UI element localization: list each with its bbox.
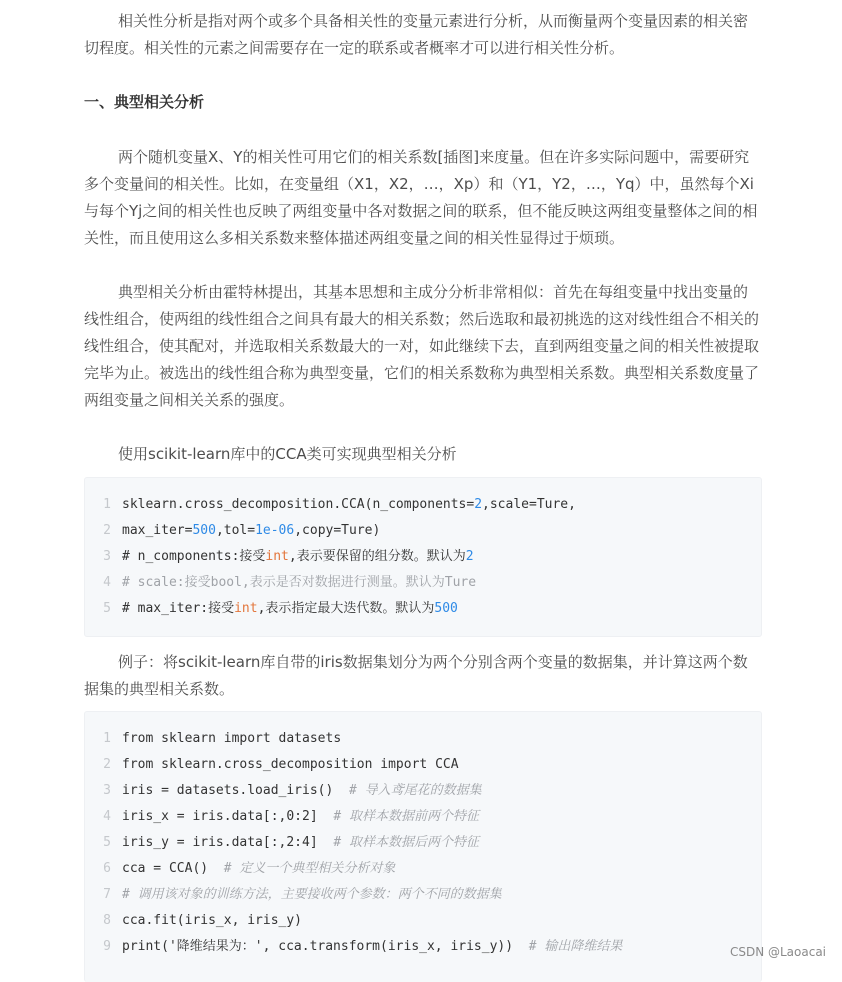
line-number: 2 [103, 523, 111, 538]
csdn-watermark: CSDN @Laoacai [729, 945, 826, 959]
code-token: 2 [474, 497, 483, 512]
line-number: 1 [103, 497, 111, 512]
code-token: ,表示指定最大迭代数。默认为 [257, 601, 435, 616]
code-token: 500 [434, 601, 458, 616]
code-token: ,表示要保留的组分数。默认为 [288, 549, 466, 564]
code-line [85, 518, 761, 544]
code-line [85, 778, 761, 804]
line-number: 4 [103, 575, 111, 590]
code-text [122, 830, 479, 856]
code-token: sklearn.cross_decomposition.CCA(n_components= [122, 497, 475, 512]
line-number: 1 [103, 731, 111, 746]
code-text [122, 856, 395, 882]
code-token: iris = datasets.load_iris() [122, 783, 349, 798]
code-text [122, 570, 476, 596]
code-line [85, 934, 761, 960]
line-number: 5 [103, 601, 111, 616]
code-token: from sklearn import datasets [122, 731, 342, 746]
code-text [122, 726, 341, 752]
cca-description-paragraph: 典型相关分析由霍特林提出，其基本思想和主成分分析非常相似：首先在每组变量中找出变量的线性组合，使两组的线性组合之间具有最大的相关系数；然后选取和最初挑选的这对线性组合不相关的线性组合，使其配对，并选取相关系数最大的一对，如此继续下去，直到两组变量之间的相关性被提取完毕为止。被选出的线性组合称为典型变量，它们的相关系数称为典型相关系数。典型相关系数度量了两组变量之间相关关系的强度。 [84, 283, 760, 409]
line-number: 8 [103, 913, 111, 928]
code-token: # max_iter:接受 [122, 601, 235, 616]
code-token: iris_x = iris.data[:,0:2] [122, 809, 334, 824]
code-text [122, 518, 380, 544]
code-block-iris-example[interactable] [84, 711, 762, 982]
code-text [122, 882, 502, 908]
line-number: 4 [103, 809, 111, 824]
section-heading: 一、典型相关分析 [84, 93, 205, 111]
code-lines [85, 726, 761, 960]
code-token: 1e-06 [255, 523, 295, 538]
code-token: from sklearn.cross_decomposition import CCA [122, 757, 459, 772]
code-line [85, 726, 761, 752]
code-token: # scale:接受bool,表示是否对数据进行测量。默认为Ture [122, 575, 477, 590]
code-token: # 输出降维结果 [528, 939, 623, 954]
line-number: 3 [103, 783, 111, 798]
line-number: 9 [103, 939, 111, 954]
code-token: 2 [465, 549, 474, 564]
code-line [85, 596, 761, 622]
code-token: iris_y = iris.data[:,2:4] [122, 835, 334, 850]
line-number: 2 [103, 757, 111, 772]
code-token: int [265, 549, 289, 564]
code-token: 500 [192, 523, 216, 538]
code-token: print('降维结果为：', cca.transform(iris_x, iris_y)) [122, 939, 529, 954]
code-line [85, 752, 761, 778]
code-text [122, 596, 458, 622]
code-text [122, 934, 622, 960]
line-number: 5 [103, 835, 111, 850]
code-token: # n_components:接受 [122, 549, 266, 564]
code-token: # 定义一个典型相关分析对象 [223, 861, 396, 876]
cca-usage-paragraph: 使用scikit-learn库中的CCA类可实现典型相关分析 [118, 445, 457, 463]
code-token: cca = CCA() [122, 861, 224, 876]
code-line [85, 856, 761, 882]
code-text [122, 492, 576, 518]
code-line [85, 830, 761, 856]
code-token: cca.fit(iris_x, iris_y) [122, 913, 303, 928]
code-token: # 导入鸢尾花的数据集 [348, 783, 482, 798]
code-token: ,copy=Ture) [294, 523, 381, 538]
code-token: # 取样本数据前两个特征 [333, 809, 479, 824]
example-paragraph: 例子：将scikit-learn库自带的iris数据集划分为两个分别含两个变量的数据集，并计算这两个数据集的典型相关系数。 [84, 653, 748, 698]
code-line [85, 804, 761, 830]
code-token: # 取样本数据后两个特征 [333, 835, 479, 850]
code-line [85, 570, 761, 596]
code-token: int [234, 601, 258, 616]
code-token: max_iter= [122, 523, 193, 538]
code-token: ,tol= [215, 523, 256, 538]
code-text [122, 778, 482, 804]
code-text [122, 752, 459, 778]
code-line [85, 882, 761, 908]
intro-paragraph: 相关性分析是指对两个或多个具备相关性的变量元素进行分析，从而衡量两个变量因素的相关密切程度。相关性的元素之间需要存在一定的联系或者概率才可以进行相关性分析。 [84, 12, 749, 57]
code-token: ,scale=Ture, [482, 497, 576, 512]
code-block-cca-signature[interactable] [84, 477, 762, 637]
line-number: 3 [103, 549, 111, 564]
code-text [122, 908, 302, 934]
line-number: 6 [103, 861, 111, 876]
code-line [85, 492, 761, 518]
code-line [85, 908, 761, 934]
code-lines [85, 492, 761, 622]
line-number: 7 [103, 887, 111, 902]
code-line [85, 544, 761, 570]
code-token: # 调用该对象的训练方法，主要接收两个参数：两个不同的数据集 [122, 887, 502, 902]
code-text [122, 804, 479, 830]
correlation-paragraph: 两个随机变量X、Y的相关性可用它们的相关系数[插图]来度量。但在许多实际问题中，需要研究多个变量间的相关性。比如，在变量组（X1，X2，…，Xp）和（Y1，Y2，…，Yq）中，虽然每个Xi与每个Yj之间的相关性也反映了两组变量中各对数据之间的联系，但不能反映这两组变量整体之间的相关性，而且使用这么多相关系数来整体描述两组变量之间的相关性显得过于烦琐。 [84, 148, 758, 247]
code-text [122, 544, 474, 570]
